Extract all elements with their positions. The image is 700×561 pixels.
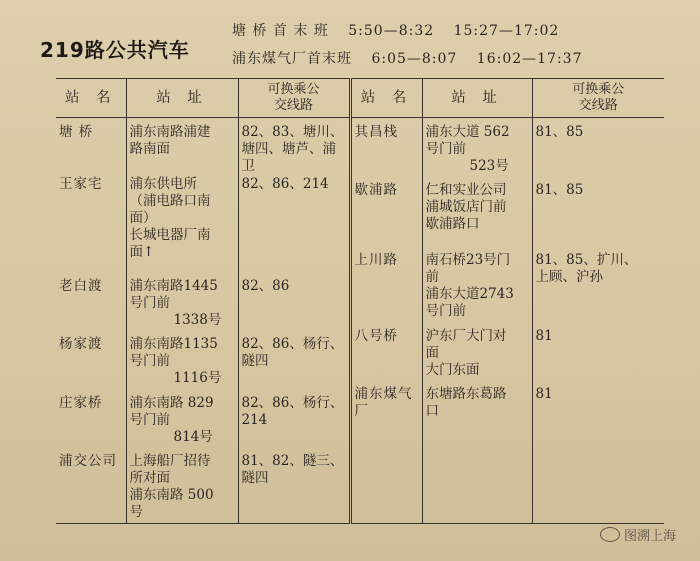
header-transfer: [238, 79, 350, 118]
header-station-right: 站 名: [350, 79, 422, 118]
schedule-time-morning: 6:05—8:07: [371, 51, 458, 67]
transfer-line: 82、86、杨行、: [241, 336, 344, 352]
address-line: 浦东南路 829: [129, 395, 214, 411]
header-transfer-line2: 交线路: [273, 98, 313, 113]
transfer-line: 81: [535, 328, 553, 344]
wechat-icon: [600, 527, 620, 542]
address-line: （浦电路口南: [129, 193, 211, 209]
right-station-col: [350, 118, 422, 524]
transfer-line: 81: [535, 386, 553, 402]
transfer-line: 81、85: [535, 182, 584, 198]
station-name: 歇浦路: [354, 182, 398, 198]
transfer-line: 卫: [241, 158, 255, 174]
transfer-line: 81、85: [535, 124, 584, 140]
schedule-gasworks: [232, 48, 583, 68]
table-header-row: [56, 79, 664, 118]
address-line: 面）: [129, 210, 157, 226]
station-address: [426, 182, 529, 246]
transfer-lines: [536, 252, 662, 322]
transfer-lines: [536, 124, 662, 176]
transfer-line: 隧四: [241, 470, 269, 486]
schedule-label: 塘 桥 首 末 班: [232, 23, 329, 39]
station-address: [426, 386, 529, 426]
transfer-lines: [242, 336, 346, 389]
station-name: 八号桥: [354, 328, 398, 344]
header-transfer-line1: 可换乘公: [572, 82, 625, 97]
station-address: [130, 176, 235, 272]
address-line: 东塘路东葛路: [425, 386, 507, 402]
transfer-line: 上顾、沪孙: [535, 269, 603, 285]
address-line: 长城电器厂南: [129, 227, 211, 243]
address-line: 号门前: [129, 412, 170, 428]
address-line: 所对面: [129, 470, 170, 486]
right-transfer-col: [532, 118, 664, 524]
address-line: 浦东大道2743: [425, 286, 514, 302]
station-address: [130, 124, 235, 170]
address-line: 沪东厂大门对: [425, 328, 507, 344]
header-transfer-line1: 可换乘公: [267, 82, 320, 97]
route-title: 219路公共汽车: [40, 38, 190, 62]
station-name: 老白渡: [59, 278, 103, 294]
address-line: 浦城饭店门前: [425, 199, 507, 215]
station-address: [426, 252, 529, 322]
table-body-row: [56, 118, 664, 524]
station-address: [130, 453, 235, 523]
transfer-line: 塘四、塘芦、浦: [241, 141, 336, 157]
address-line: 号门前: [425, 141, 466, 157]
transfer-lines: [536, 182, 662, 246]
schedule-label: 浦东煤气厂首末班: [232, 51, 352, 67]
transfer-line: 214: [241, 412, 268, 428]
station-name: 浦交公司: [59, 453, 117, 469]
station-name: 杨家渡: [59, 336, 103, 352]
station-name: 其昌栈: [354, 124, 398, 140]
schedule-tangqiao: [232, 20, 559, 40]
transfer-lines: [536, 328, 662, 380]
address-line: 号门前: [425, 303, 466, 319]
transfer-line: 隧四: [241, 353, 269, 369]
header-transfer-line2: 交线路: [578, 98, 618, 113]
station-table: [56, 78, 664, 524]
address-line: 路南面: [129, 141, 170, 157]
address-line: 814号: [173, 429, 213, 445]
station-address: [130, 336, 235, 389]
address-line: 大门东面: [425, 362, 480, 378]
address-line: 歇浦路口: [425, 216, 480, 232]
left-address-col: [126, 118, 238, 524]
transfer-lines: [242, 453, 346, 523]
address-line: 面: [425, 345, 439, 361]
station-address: [426, 124, 529, 176]
address-line: 浦东南路1135: [129, 336, 218, 352]
transfer-line: 82、86、214: [241, 176, 329, 192]
transfer-lines: [242, 278, 346, 330]
header-station: 站 名: [56, 79, 126, 118]
watermark: [600, 525, 676, 544]
address-line: 浦东南路 500: [129, 487, 214, 503]
address-line: 号: [129, 504, 143, 520]
station-name: 上川路: [354, 252, 398, 268]
address-line: 号门前: [129, 295, 170, 311]
station-name-line: 浦东煤气: [354, 386, 413, 402]
station-name: 塘 桥: [59, 124, 94, 140]
address-line: 前: [425, 269, 439, 285]
address-line: 浦东供电所: [129, 176, 197, 192]
station-address: [426, 328, 529, 380]
transfer-lines: [536, 386, 662, 426]
schedule-time-morning: 5:50—8:32: [348, 23, 435, 39]
address-line: 1116号: [173, 370, 222, 386]
header-address-right: 站 址: [422, 79, 532, 118]
address-line: 仁和实业公司: [425, 182, 507, 198]
left-transfer-col: [238, 118, 350, 524]
left-station-col: [56, 118, 126, 524]
header-address: 站 址: [126, 79, 238, 118]
address-line: 口: [425, 403, 439, 419]
schedule-time-evening: 15:27—17:02: [453, 23, 560, 39]
transfer-lines: [241, 124, 346, 174]
address-line: 南石桥23号门: [425, 252, 511, 268]
address-line: 浦东南路1445: [129, 278, 218, 294]
transfer-line: 82、86: [241, 278, 290, 294]
transfer-line: 82、86、杨行、: [241, 395, 344, 411]
header-transfer-right: [532, 79, 664, 118]
station-address: [130, 278, 235, 330]
address-line: 浦东南路浦建: [129, 124, 211, 140]
transfer-line: 82、83、塘川、: [241, 124, 344, 140]
address-line: 号门前: [129, 353, 170, 369]
address-line: 面↑: [129, 244, 155, 260]
watermark-text: 图溯上海: [624, 529, 677, 544]
right-address-col: [422, 118, 532, 524]
station-name: 庄家桥: [59, 395, 103, 411]
address-line: 1338号: [173, 312, 222, 328]
station-address: [130, 395, 235, 447]
address-line: 浦东大道 562: [425, 124, 510, 140]
address-line: 上海船厂招待: [129, 453, 211, 469]
schedule-time-evening: 16:02—17:37: [476, 51, 583, 67]
station-name: [355, 386, 419, 426]
transfer-line: 81、82、隧三、: [241, 453, 344, 469]
transfer-line: 81、85、扩川、: [535, 252, 638, 268]
station-name-line: 厂: [354, 403, 369, 419]
address-line: 523号: [469, 158, 509, 174]
station-name: 王家宅: [59, 176, 103, 192]
transfer-lines: [242, 176, 346, 272]
transfer-lines: [242, 395, 346, 447]
